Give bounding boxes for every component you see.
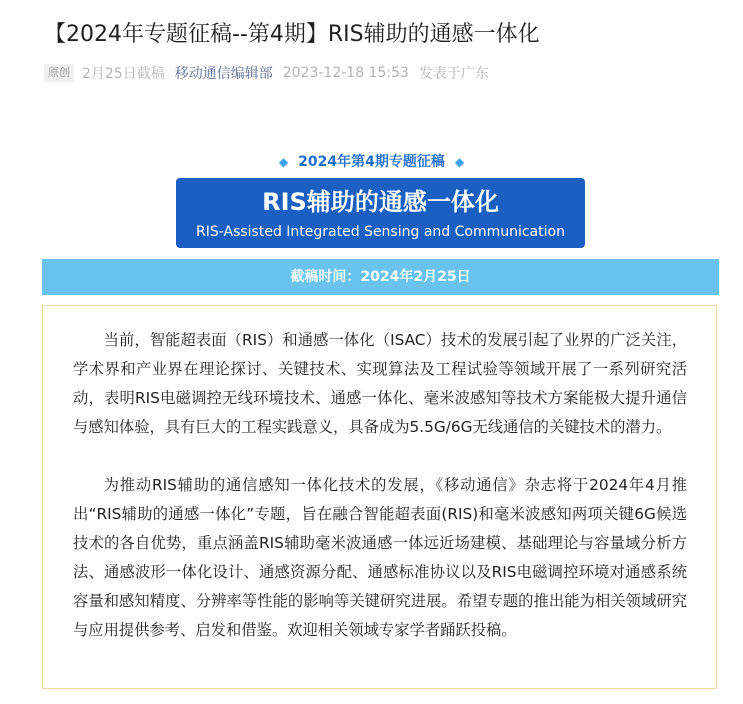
- deadline-note: 2月25日截稿: [82, 66, 165, 82]
- diamond-icon: ◆: [454, 155, 465, 169]
- issue-label: [0, 152, 743, 172]
- publish-location: 发表于广东: [418, 66, 489, 82]
- issue-label-text: 2024年第4期专题征稿: [298, 154, 445, 170]
- intro-paragraph-2: 为推动RIS辅助的通信感知一体化技术的发展，《移动通信》杂志将于2024年4月推出“RIS辅助的通感一体化”专题，旨在融合智能超表面(RIS)和毫米波感知两项关键6G候选技术的各自优势，重点涵盖RIS辅助毫米波通感一体远近场建模、基础理论与容量域分析方法、通感波形一体化设计、通感资源分配、通感标准协议以及RIS电磁调控环境对通感系统容量和感知精度、分辨率等性能的影响等关键研究进展。希望专题的推出能为相关领域研究与应用提供参考、启发和借鉴。欢迎相关领域专家学者踊跃投稿。: [73, 476, 687, 639]
- original-badge: 原创: [44, 64, 74, 82]
- banner-title-en: RIS-Assisted Integrated Sensing and Communication: [196, 224, 565, 240]
- publish-datetime: 2023-12-18 15:53: [282, 65, 409, 81]
- intro-paragraph-1: 当前，智能超表面（RIS）和通感一体化（ISAC）技术的发展引起了业界的广泛关注，学术界和产业界在理论探讨、关键技术、实现算法及工程试验等领域开展了一系列研究活动，表明RIS电磁调控无线环境技术、通感一体化、毫米波感知等技术方案能极大提升通信与感知体验，具有巨大的工程实践意义，具备成为5.5G/6G无线通信的关键技术的潜力。: [73, 331, 687, 436]
- intro-box: [42, 305, 717, 689]
- article-meta: [44, 62, 499, 84]
- banner-title-cn: RIS辅助的通感一体化: [262, 188, 499, 216]
- article-title: 【2024年专题征稿--第4期】RIS辅助的通感一体化: [44, 22, 540, 47]
- account-name-link[interactable]: 移动通信编辑部: [174, 66, 273, 82]
- topic-banner: [176, 178, 585, 248]
- diamond-icon: ◆: [278, 155, 289, 169]
- deadline-bar: 截稿时间：2024年2月25日: [42, 259, 719, 295]
